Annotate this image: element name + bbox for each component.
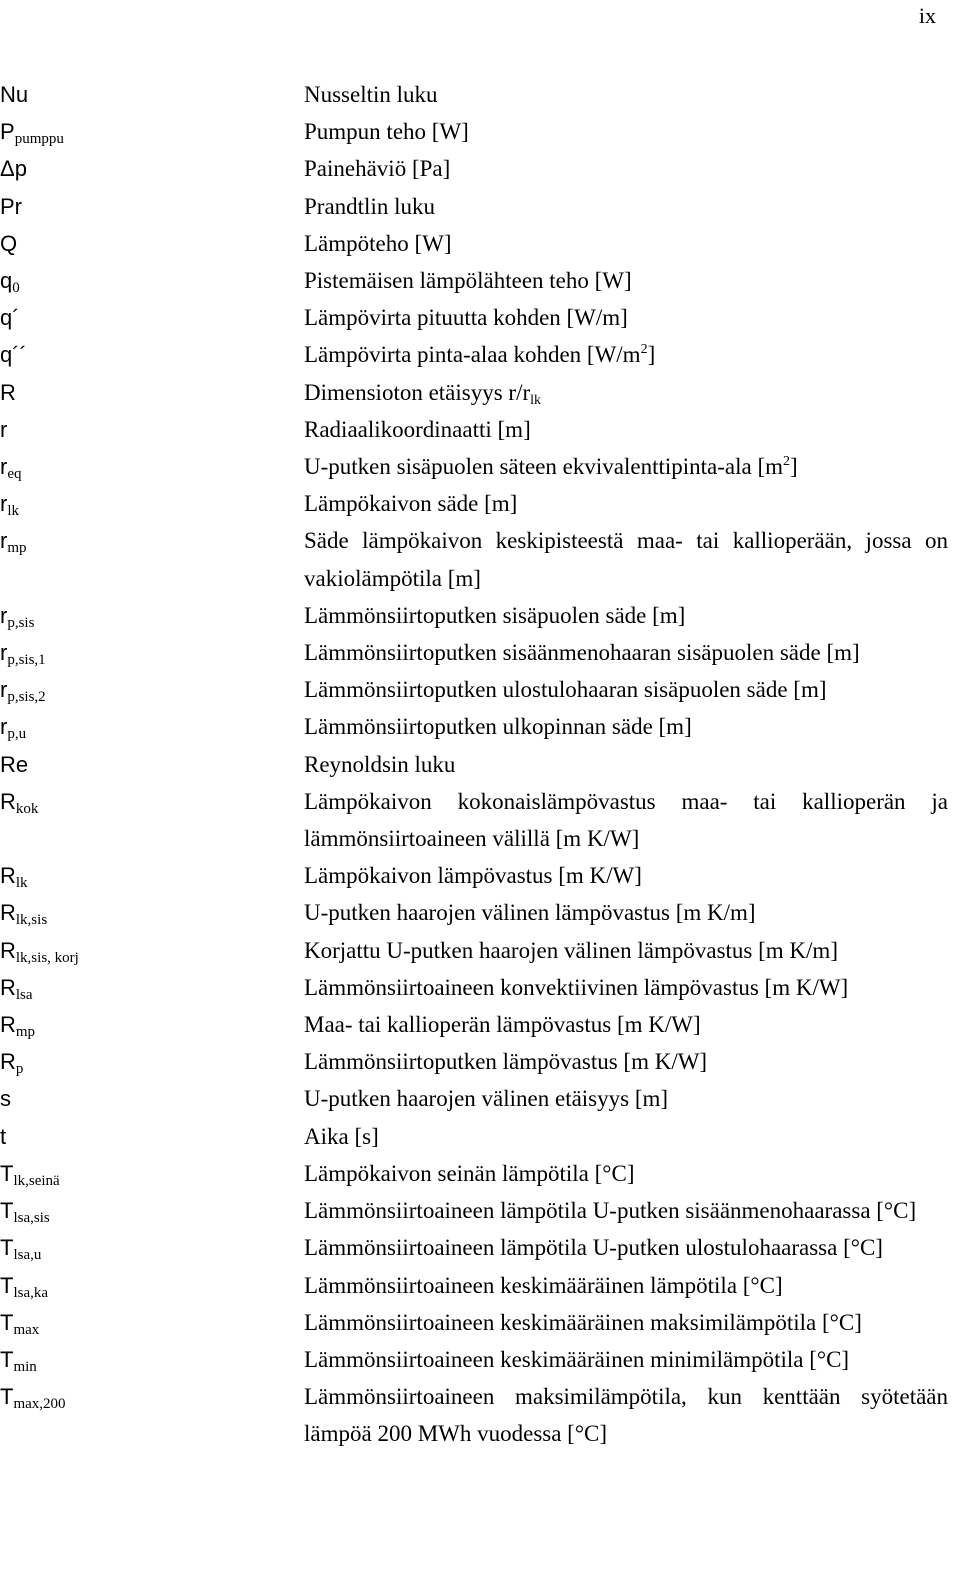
symbol-base: r xyxy=(0,491,8,517)
symbol-base: R xyxy=(0,1012,16,1038)
description-text: Maa- tai kallioperän lämpövastus [m K/W] xyxy=(304,1012,701,1038)
symbol-term xyxy=(0,1155,304,1192)
symbol-description xyxy=(304,485,948,522)
symbol-term xyxy=(0,1229,304,1266)
symbol-description xyxy=(304,671,948,708)
symbol-row xyxy=(0,1341,960,1378)
symbol-base: Pr xyxy=(0,193,22,219)
symbol-description xyxy=(304,857,948,894)
symbol-base: r xyxy=(0,602,8,628)
symbol-description xyxy=(304,746,948,783)
symbol-row xyxy=(0,1118,960,1155)
symbol-description xyxy=(304,932,948,969)
symbol-base: R xyxy=(0,863,16,889)
symbol-subscript: p,sis,2 xyxy=(7,689,46,706)
symbol-term xyxy=(0,336,304,373)
description-text: Lämpökaivon lämpövastus [m K/W] xyxy=(304,863,642,889)
symbol-row xyxy=(0,374,960,411)
symbol-subscript: eq xyxy=(7,466,22,483)
symbol-term xyxy=(0,411,304,448)
description-text: U-putken haarojen välinen lämpövastus [m K/m] xyxy=(304,900,756,926)
symbol-description xyxy=(304,188,948,225)
symbol-term xyxy=(0,671,304,708)
symbol-description xyxy=(304,1080,948,1117)
description-text: Säde lämpökaivon keskipisteestä maa- tai kallioperään, jossa on vakiolämpötila [m] xyxy=(304,528,948,591)
symbol-description xyxy=(304,411,948,448)
symbol-description xyxy=(304,783,948,857)
symbol-description xyxy=(304,1192,948,1229)
symbol-base: q´´ xyxy=(0,342,27,368)
description-text: Lämmönsiirtoaineen keskimääräinen maksimilämpötila [°C] xyxy=(304,1309,862,1335)
symbol-base: T xyxy=(0,1309,14,1335)
symbol-row xyxy=(0,448,960,485)
symbol-base: Δp xyxy=(0,156,27,182)
symbol-description xyxy=(304,1341,948,1378)
symbol-row xyxy=(0,1192,960,1229)
symbol-description xyxy=(304,150,948,187)
symbol-description xyxy=(304,1304,948,1341)
symbol-base: R xyxy=(0,974,16,1000)
symbol-subscript: pumppu xyxy=(14,131,64,148)
symbol-description xyxy=(304,1229,948,1266)
symbol-subscript: lsa,ka xyxy=(13,1284,49,1301)
page-number: ix xyxy=(918,3,936,28)
symbol-term xyxy=(0,299,304,336)
description-text: Lämmönsiirtoaineen konvektiivinen lämpövastus [m K/W] xyxy=(304,974,849,1000)
symbol-subscript: lsa xyxy=(15,986,33,1003)
symbol-base: T xyxy=(0,1235,14,1261)
symbol-term xyxy=(0,857,304,894)
symbol-row xyxy=(0,485,960,522)
symbol-term xyxy=(0,1378,304,1415)
symbol-base: T xyxy=(0,1272,14,1298)
symbol-row xyxy=(0,857,960,894)
symbol-base: T xyxy=(0,1384,14,1410)
symbol-term xyxy=(0,485,304,522)
symbol-base: T xyxy=(0,1160,14,1186)
symbol-base: Q xyxy=(0,230,18,256)
symbol-row xyxy=(0,225,960,262)
symbol-row xyxy=(0,113,960,150)
symbol-description xyxy=(304,708,948,745)
description-text: Lämpövirta pinta-alaa kohden [W/m xyxy=(304,342,641,368)
description-text: Pumpun teho [W] xyxy=(304,119,469,145)
symbol-row xyxy=(0,1043,960,1080)
description-text: Lämmönsiirtoputken ulostulohaaran sisäpuolen säde [m] xyxy=(304,677,827,703)
symbol-row xyxy=(0,708,960,745)
description-text: Dimensioton etäisyys r/r xyxy=(304,379,531,405)
symbol-subscript: max xyxy=(13,1321,40,1338)
symbol-term xyxy=(0,597,304,634)
symbol-description xyxy=(304,1043,948,1080)
description-subscript: lk xyxy=(530,392,542,408)
symbol-term xyxy=(0,1192,304,1229)
symbol-row xyxy=(0,1229,960,1266)
symbol-row xyxy=(0,969,960,1006)
symbol-term xyxy=(0,783,304,820)
symbol-base: R xyxy=(0,788,16,814)
symbol-subscript: max,200 xyxy=(13,1396,66,1413)
symbol-base: t xyxy=(0,1123,7,1149)
description-superscript: 2 xyxy=(640,342,648,358)
symbol-row xyxy=(0,1378,960,1452)
description-text: Lämpökaivon seinän lämpötila [°C] xyxy=(304,1160,635,1186)
symbol-term xyxy=(0,708,304,745)
symbol-subscript: lk xyxy=(15,875,28,892)
symbol-description xyxy=(304,76,948,113)
symbol-row xyxy=(0,783,960,857)
description-text: Lämmönsiirtoaineen keskimääräinen lämpötila [°C] xyxy=(304,1272,783,1298)
symbol-description xyxy=(304,225,948,262)
symbol-base: r xyxy=(0,714,8,740)
symbol-description xyxy=(304,1378,948,1452)
symbol-base: r xyxy=(0,528,8,554)
symbol-subscript: kok xyxy=(15,800,39,817)
symbol-base: r xyxy=(0,640,8,666)
symbol-description xyxy=(304,299,948,336)
symbol-row xyxy=(0,597,960,634)
description-text: Lämmönsiirtoaineen maksimilämpötila, kun kenttään syötetään lämpöä 200 MWh vuodessa [°C] xyxy=(304,1384,948,1447)
symbol-term xyxy=(0,1118,304,1155)
description-text: Lämpökaivon kokonaislämpövastus maa- tai kallioperän ja lämmönsiirtoaineen välillä [m K/W] xyxy=(304,788,948,852)
symbol-term xyxy=(0,1043,304,1080)
symbol-base: R xyxy=(0,1049,16,1075)
symbol-row xyxy=(0,746,960,783)
symbol-term xyxy=(0,1341,304,1378)
symbol-row xyxy=(0,150,960,187)
symbol-description xyxy=(304,522,948,596)
description-text-end: ] xyxy=(790,454,798,480)
symbol-base: r xyxy=(0,416,8,442)
symbol-description xyxy=(304,634,948,671)
description-text: Pistemäisen lämpölähteen teho [W] xyxy=(304,268,632,294)
symbol-subscript: lk xyxy=(7,503,19,520)
symbol-base: T xyxy=(0,1198,14,1224)
symbol-term xyxy=(0,932,304,969)
symbol-row xyxy=(0,671,960,708)
symbol-term xyxy=(0,1006,304,1043)
symbol-description xyxy=(304,969,948,1006)
symbol-subscript: lk,seinä xyxy=(13,1172,60,1189)
description-text: Lämmönsiirtoputken ulkopinnan säde [m] xyxy=(304,714,692,740)
description-text: Lämmönsiirtoputken sisäpuolen säde [m] xyxy=(304,602,686,628)
symbol-term xyxy=(0,746,304,783)
symbol-term xyxy=(0,150,304,187)
symbol-row xyxy=(0,299,960,336)
symbol-base: q´ xyxy=(0,305,20,331)
symbol-description xyxy=(304,113,948,150)
description-text: U-putken haarojen välinen etäisyys [m] xyxy=(304,1086,669,1112)
symbol-term xyxy=(0,1080,304,1117)
symbol-description xyxy=(304,894,948,931)
symbol-base: R xyxy=(0,937,16,963)
description-text: Lämmönsiirtoputken sisäänmenohaaran sisäpuolen säde [m] xyxy=(304,640,860,666)
symbol-term xyxy=(0,374,304,411)
symbol-term xyxy=(0,113,304,150)
symbol-row xyxy=(0,1080,960,1117)
symbol-row xyxy=(0,894,960,931)
symbol-term xyxy=(0,188,304,225)
symbol-subscript: 0 xyxy=(12,280,20,297)
symbol-description xyxy=(304,262,948,299)
symbol-term xyxy=(0,969,304,1006)
description-text: Korjattu U-putken haarojen välinen lämpövastus [m K/m] xyxy=(304,937,838,963)
symbol-subscript: p,u xyxy=(7,726,27,743)
symbol-term xyxy=(0,76,304,113)
symbol-term xyxy=(0,262,304,299)
symbol-base: r xyxy=(0,454,8,480)
description-text: Radiaalikoordinaatti [m] xyxy=(304,416,531,442)
description-text: Lämmönsiirtoputken lämpövastus [m K/W] xyxy=(304,1049,708,1075)
symbol-description xyxy=(304,374,948,411)
symbol-row xyxy=(0,522,960,596)
symbol-description xyxy=(304,448,948,485)
symbol-base: q xyxy=(0,268,13,294)
symbol-row xyxy=(0,262,960,299)
symbol-subscript: mp xyxy=(7,540,27,557)
symbol-description xyxy=(304,336,948,373)
description-text: Lämpövirta pituutta kohden [W/m] xyxy=(304,305,628,331)
symbol-base: R xyxy=(0,379,16,405)
symbol-term xyxy=(0,1267,304,1304)
symbol-row xyxy=(0,76,960,113)
symbol-subscript: mp xyxy=(15,1024,36,1041)
symbol-description xyxy=(304,1118,948,1155)
symbol-term xyxy=(0,634,304,671)
symbol-term xyxy=(0,522,304,559)
symbol-base: Nu xyxy=(0,82,29,107)
symbol-row xyxy=(0,188,960,225)
symbol-row xyxy=(0,932,960,969)
symbol-base: r xyxy=(0,677,8,703)
description-text: Lämmönsiirtoaineen lämpötila U-putken sisäänmenohaarassa [°C] xyxy=(304,1198,917,1224)
description-text: Lämmönsiirtoaineen keskimääräinen minimilämpötila [°C] xyxy=(304,1346,850,1372)
description-text: U-putken sisäpuolen säteen ekvivalenttipinta-ala [m xyxy=(304,454,784,480)
symbol-base: s xyxy=(0,1086,11,1112)
description-text: Lämpöteho [W] xyxy=(304,230,452,256)
description-text: Reynoldsin luku xyxy=(304,751,456,777)
symbol-row xyxy=(0,634,960,671)
symbol-subscript: min xyxy=(13,1358,37,1375)
symbol-term xyxy=(0,894,304,931)
symbol-row xyxy=(0,1155,960,1192)
description-superscript: 2 xyxy=(783,454,791,470)
symbol-subscript: p xyxy=(15,1061,24,1078)
description-text: Lämpökaivon säde [m] xyxy=(304,491,518,517)
symbol-term xyxy=(0,1304,304,1341)
symbol-description xyxy=(304,1155,948,1192)
symbol-row xyxy=(0,1006,960,1043)
description-text: Nusseltin luku xyxy=(304,82,438,107)
symbol-description xyxy=(304,1006,948,1043)
symbol-description xyxy=(304,1267,948,1304)
symbol-subscript: lsa,sis xyxy=(13,1210,50,1227)
description-text: Prandtlin luku xyxy=(304,193,435,219)
symbol-subscript: p,sis xyxy=(7,614,35,631)
symbol-term xyxy=(0,225,304,262)
symbol-list xyxy=(0,76,960,1453)
symbol-base: T xyxy=(0,1346,14,1372)
symbol-row xyxy=(0,411,960,448)
symbol-description xyxy=(304,597,948,634)
symbol-base: Re xyxy=(0,751,29,777)
description-text-end: ] xyxy=(647,342,656,368)
symbol-subscript: p,sis,1 xyxy=(7,652,46,669)
symbol-term xyxy=(0,448,304,485)
symbol-base: R xyxy=(0,900,16,926)
symbol-row xyxy=(0,1267,960,1304)
description-text: Aika [s] xyxy=(304,1123,379,1149)
description-text: Painehäviö [Pa] xyxy=(304,156,451,182)
symbol-subscript: lsa,u xyxy=(13,1247,42,1264)
symbol-row xyxy=(0,1304,960,1341)
symbol-base: P xyxy=(0,119,15,145)
symbol-row xyxy=(0,336,960,373)
symbol-subscript: lk,sis xyxy=(15,912,48,929)
symbol-subscript: lk,sis, korj xyxy=(15,949,79,966)
description-text: Lämmönsiirtoaineen lämpötila U-putken ulostulohaarassa [°C] xyxy=(304,1235,883,1261)
